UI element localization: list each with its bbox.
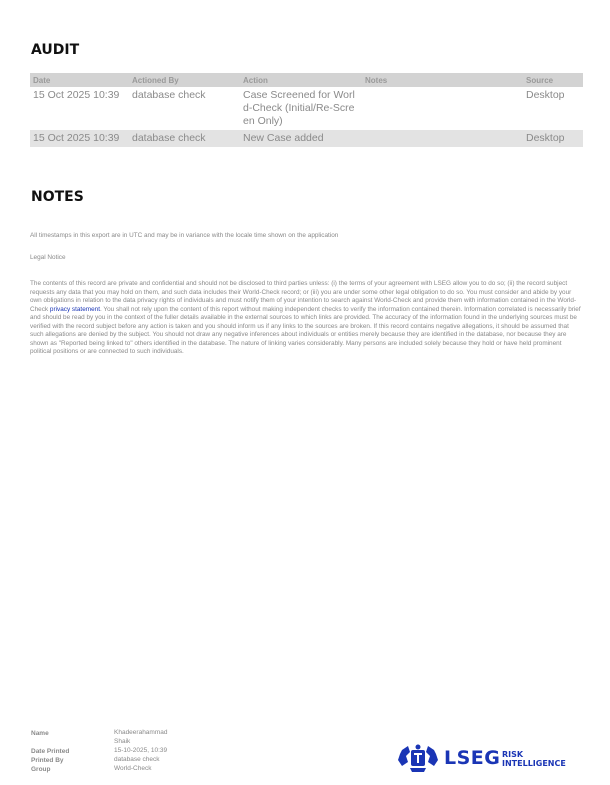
cell-source: Desktop [526, 89, 565, 101]
name-label: Name [31, 730, 49, 737]
lseg-subtitle-line1: RISK [502, 750, 524, 759]
legal-text-part2: . You shall not rely upon the content of this report without making independent checks to verify the information contained therein. Information correlated is necessarily brief and should be read by you in the context of the fuller details available in the external sources to which links are provided. The accuracy of the information found in the underlying sources must be verified with the record subject before any action is taken and you should inform us if any links to the sources are broken. If this record contains negative allegations, it should be assumed that such allegations are denied by the subject. You should not draw any negative inferences about individuals or entities merely because they are identified in the database, nor because they are shown as "Reported being linked to" others identified in the database. The nature of linking varies considerably. Many persons are included solely because they hold or have held prominent political positions or are connected to such individuals. [30, 305, 581, 355]
cell-actioned-by: database check [132, 89, 206, 101]
date-printed-label: Date Printed [31, 748, 70, 755]
audit-section-title: AUDIT [31, 42, 80, 58]
cell-actioned-by: database check [129, 130, 240, 147]
name-value-line1: Khadeerahammad [114, 729, 168, 736]
table-row [30, 87, 583, 130]
date-printed-value: 15-10-2025, 10:39 [114, 747, 168, 754]
audit-header-row [30, 73, 583, 87]
legal-notice-heading: Legal Notice [30, 254, 66, 261]
crest-icon [396, 744, 440, 774]
group-value: World-Check [114, 765, 152, 772]
cell-date: 15 Oct 2025 10:39 [33, 89, 120, 101]
cell-action: New Case added [240, 130, 362, 147]
timestamp-note: All timestamps in this export are in UTC and may be in variance with the locale time shown on the application [30, 232, 339, 239]
cell-notes [362, 130, 523, 147]
group-label: Group [31, 766, 51, 773]
col-header-actioned-by: Actioned By [129, 73, 240, 87]
name-value-line2: Shaik [114, 738, 131, 745]
lseg-subtitle-line2: INTELLIGENCE [502, 759, 566, 768]
legal-text-part1: The contents of this record are private and confidential and should not be disclosed to third parties unless: (i) the terms of your agreement with LSEG allow you to do so; (ii) the record subject requests any data that you may hold on them, and such data includes their World-Check record; or (iii) you are under some other legal obligation to do so. You must consider and abide by your own obligations in relation to the data privacy rights of individuals and must notify them of your intention to search against World-Check and provide them with information contained in the World-Check [30, 280, 577, 313]
cell-date: 15 Oct 2025 10:39 [30, 130, 129, 147]
lseg-logo [396, 744, 572, 774]
lseg-brand-text: LSEG [444, 747, 501, 769]
col-header-notes: Notes [362, 73, 523, 87]
col-header-action: Action [240, 73, 362, 87]
table-row [30, 130, 583, 147]
notes-section-title: NOTES [31, 189, 84, 205]
cell-action: Case Screened for World-Check (Initial/Re-Screen Only) [243, 89, 355, 127]
lseg-subtitle [502, 750, 566, 768]
printed-by-label: Printed By [31, 757, 64, 764]
privacy-statement-link[interactable]: privacy statement [49, 305, 100, 313]
cell-source: Desktop [523, 130, 583, 147]
printed-by-value: database check [114, 756, 160, 763]
legal-notice-body [30, 280, 583, 357]
cell-notes [362, 87, 523, 130]
audit-table [30, 73, 583, 147]
col-header-source: Source [523, 73, 583, 87]
col-header-date: Date [30, 73, 129, 87]
